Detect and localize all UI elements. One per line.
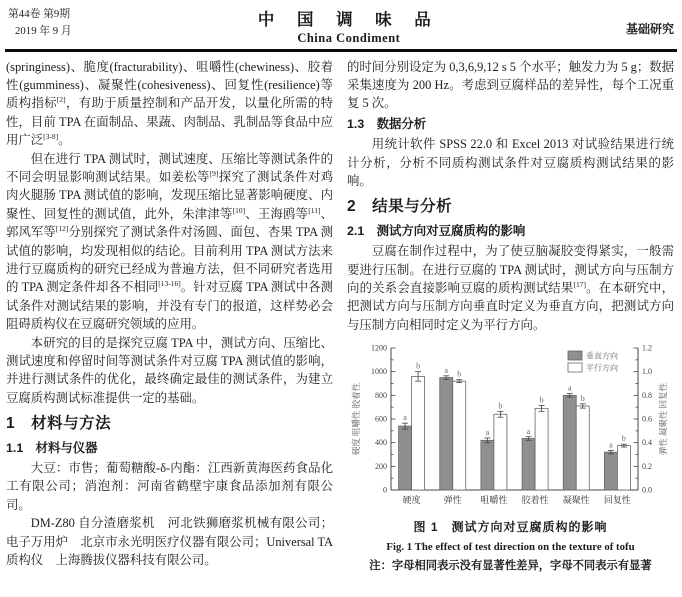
svg-text:0.0: 0.0 xyxy=(642,485,652,495)
bar xyxy=(522,439,535,490)
bar xyxy=(563,396,576,491)
svg-text:1200: 1200 xyxy=(371,343,387,353)
right-column-text xyxy=(347,58,674,335)
paragraph: 但在进行 TPA 测试时，测试速度、压缩比等测试条件的不同会明显影响测试结果。如姜松等[9]探究了测试条件对鸡肉火腿肠 TPA 测试值的影响，发现压缩比显著影响硬度、内聚性、回复性的测试值，此外，朱津津等[10]、王海鸥等[11]、郭风军等[12]分别探究了测试条件对汤圆、面包、杏果 TPA 测试值的影响，均发现相似的结论。目前利用 TPA 测试方法来进行豆腐质构的研究已经成为普遍方法，但不同研究者选用的 TPA 测定条件却各不相同[13-16]。针对豆腐 TPA 测试中各测试条件对测试结果的影响，并没有专门的报道，这样势必会阻碍质构仪在豆腐研究领域的应用。 xyxy=(6,151,334,332)
sig-letter: a xyxy=(567,383,572,393)
sig-letter: a xyxy=(526,426,531,436)
svg-text:0.2: 0.2 xyxy=(642,462,652,472)
citation-ref: [11] xyxy=(308,205,321,215)
figure-1 xyxy=(347,340,674,575)
sig-letter: a xyxy=(403,413,407,423)
journal-title-block xyxy=(72,6,626,46)
sig-letter: a xyxy=(485,428,490,438)
subsection-heading: 2.1 测试方向对豆腐质构的影响 xyxy=(347,223,526,238)
legend-label: 平行方向 xyxy=(586,363,618,373)
sig-letter: b xyxy=(539,395,544,405)
svg-text:0.6: 0.6 xyxy=(642,414,652,424)
citation-ref: [2] xyxy=(56,95,66,105)
tofu-texture-chart-svg xyxy=(347,340,674,516)
figure-caption xyxy=(347,518,674,575)
subsection-heading: 1.1 材料与仪器 xyxy=(6,440,98,455)
volume-issue: 第44卷 第9期 xyxy=(8,8,71,20)
paragraph: 豆腐在制作过程中，为了使豆脑凝胶变得紧实，一般需要进行压制。在进行豆腐的 TPA 测试时，测试方向与压制方向的关系会直接影响豆腐的质构测试结果[17]。在本研究中，把测试方向与压制方向垂直时定义为垂直方向，把测试方向与压制方向相同时定义为平行方向。 xyxy=(347,244,675,332)
legend-label: 垂直方向 xyxy=(586,351,618,361)
svg-text:1000: 1000 xyxy=(371,367,387,377)
svg-text:弹性: 弹性 xyxy=(443,495,462,506)
paragraph: 的时间分别设定为 0,3,6,9,12 s 5 个水平；触发力为 5 g；数据采集速度为 200 Hz。考虑到豆腐样品的差异性，每个工况重复 5 次。 xyxy=(347,59,674,111)
section-heading: 2 结果与分析 xyxy=(347,198,453,216)
svg-text:0.8: 0.8 xyxy=(642,391,652,401)
svg-text:硬度: 硬度 xyxy=(402,495,421,506)
bar xyxy=(453,381,466,490)
svg-text:0: 0 xyxy=(383,485,387,495)
svg-text:凝聚性: 凝聚性 xyxy=(562,495,590,506)
issue-info xyxy=(8,6,72,39)
bar xyxy=(440,378,453,490)
sig-letter: a xyxy=(609,440,613,450)
paragraph: DM-Z80 自分渣磨浆机 河北铁狮磨浆机械有限公司；电子万用炉 北京市永光明医疗仪器有限公司；Universal TA 质构仪 上海腾拔仪器科技有限公司。 xyxy=(6,516,333,568)
section-tag: 基础研究 xyxy=(625,22,674,36)
left-column xyxy=(6,58,333,576)
bar xyxy=(494,414,507,490)
legend-swatch xyxy=(568,363,582,372)
citation-ref: [13-16] xyxy=(158,279,181,289)
citation-ref: [3-8] xyxy=(43,132,59,141)
citation-ref: [17] xyxy=(573,279,586,289)
paragraph: 用统计软件 SPSS 22.0 和 Excel 2013 对试验结果进行统计分析，分析不同质构测试条件对豆腐质构测试结果的影响。 xyxy=(347,137,674,188)
svg-text:回复性: 回复性 xyxy=(603,495,631,506)
citation-ref: [12] xyxy=(55,224,69,234)
svg-text:200: 200 xyxy=(375,462,387,472)
bar xyxy=(617,446,630,490)
figure-note: 注：字母相同表示没有显著性差异，字母不同表示有显著 xyxy=(369,560,652,572)
bar xyxy=(604,452,617,490)
issue-date: 2019 年 9 月 xyxy=(15,24,72,37)
svg-text:800: 800 xyxy=(375,391,387,401)
subsection-heading: 1.3 数据分析 xyxy=(347,116,427,131)
figure-caption-en: Fig. 1 The effect of test direction on the texture of tofu xyxy=(386,540,635,553)
legend-swatch xyxy=(568,351,582,360)
bar xyxy=(399,426,412,490)
paragraph: 大豆：市售；葡萄糖酸-δ-内酯：江西新黄海医药食品化工有限公司；消泡剂：河南省鹤壁宇康食品添加剂有限公司。 xyxy=(6,461,333,512)
sig-letter: b xyxy=(580,394,585,404)
bar xyxy=(576,406,589,490)
right-column xyxy=(347,58,674,576)
citation-ref: [10] xyxy=(232,205,246,215)
svg-text:弹性 凝聚性 回复性: 弹性 凝聚性 回复性 xyxy=(658,383,668,456)
sig-letter: b xyxy=(621,434,626,444)
sig-letter: b xyxy=(498,401,503,411)
bar xyxy=(481,440,494,490)
article-body xyxy=(0,58,682,576)
svg-text:咀嚼性: 咀嚼性 xyxy=(480,495,508,506)
bar-chart xyxy=(347,340,674,516)
figure-caption-cn: 图 1 测试方向对豆腐质构的影响 xyxy=(413,520,608,535)
svg-text:0.4: 0.4 xyxy=(642,438,652,448)
bar xyxy=(412,377,425,491)
header-rule xyxy=(5,49,677,52)
sig-letter: b xyxy=(457,369,462,379)
page-header xyxy=(0,0,682,46)
bar xyxy=(535,409,548,491)
citation-ref: [9] xyxy=(209,168,219,178)
section-heading: 1 材料与方法 xyxy=(6,415,112,433)
sig-letter: a xyxy=(444,365,449,375)
svg-text:胶着性: 胶着性 xyxy=(521,495,549,506)
svg-text:600: 600 xyxy=(375,414,387,424)
journal-title-cn: 中 国 调 味 品 xyxy=(257,11,440,29)
svg-text:1.2: 1.2 xyxy=(642,343,652,353)
svg-text:1.0: 1.0 xyxy=(642,367,652,377)
svg-text:400: 400 xyxy=(375,438,387,448)
paragraph: 本研究的目的是探究豆腐 TPA 中，测试方向、压缩比、测试速度和停留时间等测试条件对豆腐 TPA 测试值的影响，并进行测试条件的优化，最终确定最佳的测试条件，为建立豆腐质构测试标准提供一定的基础。 xyxy=(6,335,333,405)
paragraph: (springiness)、脆度(fracturability)、咀嚼性(chewiness)、胶着性(gumminess)、凝聚性(cohesiveness)、回复性(resilience)等质构指标[2]，有助于质量控制和产品开发，以量化所需的特性，目前 TPA 在面制品、果蔬、肉制品、乳制品等食品中应用广泛[3-8]。 xyxy=(6,59,334,148)
journal-title-en: China Condiment xyxy=(297,31,401,45)
svg-text:硬度 咀嚼性 胶着性: 硬度 咀嚼性 胶着性 xyxy=(351,383,361,456)
sig-letter: b xyxy=(416,361,421,371)
